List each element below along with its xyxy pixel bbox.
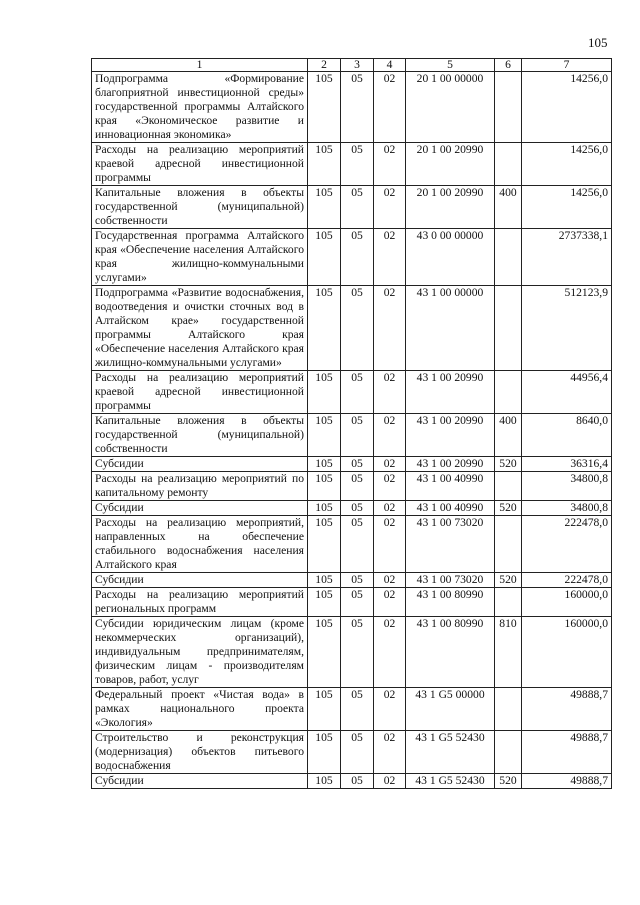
- row-expense-type: [495, 286, 522, 371]
- row-amount: 14256,0: [522, 143, 612, 186]
- row-name: Капитальные вложения в объекты государственной (муниципальной) собственности: [92, 414, 308, 457]
- row-amount: 160000,0: [522, 588, 612, 617]
- row-name: Подпрограмма «Развитие водоснабжения, водоотведения и очистки сточных вод в Алтайском крае» государственной программы Алтайского края «Обеспечение населения Алтайского края жилищно-коммунальными услугами»: [92, 286, 308, 371]
- row-subsection-code: 02: [374, 501, 406, 516]
- table-row: [92, 573, 612, 588]
- row-section-code: 05: [341, 774, 374, 789]
- row-name: Государственная программа Алтайского края «Обеспечение населения Алтайского края жилищно-коммунальными услугами»: [92, 229, 308, 286]
- row-section-code: 05: [341, 688, 374, 731]
- row-amount: 49888,7: [522, 688, 612, 731]
- table-row: [92, 731, 612, 774]
- table-row: [92, 186, 612, 229]
- row-ministry-code: 105: [308, 617, 341, 688]
- row-expense-type: [495, 143, 522, 186]
- row-amount: 2737338,1: [522, 229, 612, 286]
- row-name: Расходы на реализацию мероприятий краевой адресной инвестиционной программы: [92, 143, 308, 186]
- row-section-code: 05: [341, 472, 374, 501]
- row-target-article: 43 1 00 20990: [406, 371, 495, 414]
- row-expense-type: 400: [495, 186, 522, 229]
- table-row: [92, 617, 612, 688]
- row-ministry-code: 105: [308, 286, 341, 371]
- row-subsection-code: 02: [374, 457, 406, 472]
- row-section-code: 05: [341, 414, 374, 457]
- row-target-article: 43 1 00 40990: [406, 501, 495, 516]
- row-subsection-code: 02: [374, 688, 406, 731]
- row-amount: 44956,4: [522, 371, 612, 414]
- row-name: Расходы на реализацию мероприятий региональных программ: [92, 588, 308, 617]
- table-row: [92, 501, 612, 516]
- row-name: Субсидии: [92, 501, 308, 516]
- row-subsection-code: 02: [374, 774, 406, 789]
- table-row: [92, 472, 612, 501]
- budget-table: [91, 58, 612, 789]
- row-subsection-code: 02: [374, 286, 406, 371]
- column-header: 1: [92, 59, 308, 72]
- row-section-code: 05: [341, 588, 374, 617]
- row-section-code: 05: [341, 501, 374, 516]
- row-section-code: 05: [341, 573, 374, 588]
- row-target-article: 43 1 00 73020: [406, 516, 495, 573]
- row-expense-type: 520: [495, 457, 522, 472]
- column-header: 2: [308, 59, 341, 72]
- table-row: [92, 286, 612, 371]
- row-name: Субсидии: [92, 457, 308, 472]
- row-ministry-code: 105: [308, 143, 341, 186]
- row-subsection-code: 02: [374, 516, 406, 573]
- row-name: Субсидии юридическим лицам (кроме некоммерческих организаций), индивидуальным предпринимателям, физическим лицам - производителям товаров, работ, услуг: [92, 617, 308, 688]
- row-expense-type: [495, 229, 522, 286]
- row-amount: 222478,0: [522, 516, 612, 573]
- row-ministry-code: 105: [308, 229, 341, 286]
- column-header: 4: [374, 59, 406, 72]
- row-subsection-code: 02: [374, 72, 406, 143]
- row-target-article: 43 1 00 73020: [406, 573, 495, 588]
- row-subsection-code: 02: [374, 143, 406, 186]
- row-name: Строительство и реконструкция (модернизация) объектов питьевого водоснабжения: [92, 731, 308, 774]
- table-row: [92, 143, 612, 186]
- row-name: Расходы на реализацию мероприятий по капитальному ремонту: [92, 472, 308, 501]
- row-name: Субсидии: [92, 573, 308, 588]
- column-header: 6: [495, 59, 522, 72]
- table-row: [92, 516, 612, 573]
- table-row: [92, 588, 612, 617]
- row-amount: 34800,8: [522, 472, 612, 501]
- row-amount: 8640,0: [522, 414, 612, 457]
- row-subsection-code: 02: [374, 472, 406, 501]
- row-subsection-code: 02: [374, 186, 406, 229]
- row-ministry-code: 105: [308, 472, 341, 501]
- row-ministry-code: 105: [308, 573, 341, 588]
- row-expense-type: [495, 731, 522, 774]
- row-ministry-code: 105: [308, 731, 341, 774]
- row-ministry-code: 105: [308, 774, 341, 789]
- row-section-code: 05: [341, 731, 374, 774]
- row-target-article: 43 1 00 80990: [406, 588, 495, 617]
- row-name: Подпрограмма «Формирование благоприятной инвестиционной среды» государственной программы Алтайского края «Экономическое развитие и инновационная экономика»: [92, 72, 308, 143]
- row-section-code: 05: [341, 72, 374, 143]
- row-target-article: 43 1 00 80990: [406, 617, 495, 688]
- row-subsection-code: 02: [374, 731, 406, 774]
- row-expense-type: [495, 516, 522, 573]
- row-expense-type: 520: [495, 501, 522, 516]
- row-target-article: 43 0 00 00000: [406, 229, 495, 286]
- row-ministry-code: 105: [308, 588, 341, 617]
- row-section-code: 05: [341, 516, 374, 573]
- row-ministry-code: 105: [308, 688, 341, 731]
- page-number: 105: [588, 35, 608, 50]
- row-target-article: 43 1 G5 52430: [406, 731, 495, 774]
- row-amount: 14256,0: [522, 72, 612, 143]
- column-header: 7: [522, 59, 612, 72]
- row-target-article: 43 1 00 20990: [406, 414, 495, 457]
- row-amount: 222478,0: [522, 573, 612, 588]
- row-section-code: 05: [341, 286, 374, 371]
- row-target-article: 20 1 00 20990: [406, 143, 495, 186]
- row-amount: 160000,0: [522, 617, 612, 688]
- row-section-code: 05: [341, 143, 374, 186]
- row-amount: 34800,8: [522, 501, 612, 516]
- row-amount: 49888,7: [522, 731, 612, 774]
- row-expense-type: [495, 472, 522, 501]
- row-amount: 512123,9: [522, 286, 612, 371]
- row-expense-type: [495, 688, 522, 731]
- row-expense-type: [495, 588, 522, 617]
- row-ministry-code: 105: [308, 72, 341, 143]
- table-row: [92, 229, 612, 286]
- row-subsection-code: 02: [374, 229, 406, 286]
- row-target-article: 20 1 00 20990: [406, 186, 495, 229]
- row-subsection-code: 02: [374, 573, 406, 588]
- row-target-article: 43 1 00 40990: [406, 472, 495, 501]
- row-expense-type: 400: [495, 414, 522, 457]
- row-expense-type: 520: [495, 774, 522, 789]
- table-row: [92, 371, 612, 414]
- row-expense-type: [495, 371, 522, 414]
- row-section-code: 05: [341, 186, 374, 229]
- row-ministry-code: 105: [308, 501, 341, 516]
- row-amount: 49888,7: [522, 774, 612, 789]
- table-row: [92, 688, 612, 731]
- row-name: Расходы на реализацию мероприятий, направленных на обеспечение стабильного водоснабжения населения Алтайского края: [92, 516, 308, 573]
- row-section-code: 05: [341, 457, 374, 472]
- row-subsection-code: 02: [374, 617, 406, 688]
- column-header: 5: [406, 59, 495, 72]
- row-ministry-code: 105: [308, 516, 341, 573]
- row-subsection-code: 02: [374, 588, 406, 617]
- column-header: 3: [341, 59, 374, 72]
- row-ministry-code: 105: [308, 457, 341, 472]
- row-name: Расходы на реализацию мероприятий краевой адресной инвестиционной программы: [92, 371, 308, 414]
- table-row: [92, 414, 612, 457]
- row-target-article: 43 1 00 20990: [406, 457, 495, 472]
- row-expense-type: [495, 72, 522, 143]
- table-row: [92, 774, 612, 789]
- row-amount: 14256,0: [522, 186, 612, 229]
- row-target-article: 43 1 G5 52430: [406, 774, 495, 789]
- row-target-article: 43 1 00 00000: [406, 286, 495, 371]
- row-section-code: 05: [341, 371, 374, 414]
- row-section-code: 05: [341, 229, 374, 286]
- row-subsection-code: 02: [374, 371, 406, 414]
- row-ministry-code: 105: [308, 186, 341, 229]
- row-name: Федеральный проект «Чистая вода» в рамках национального проекта «Экология»: [92, 688, 308, 731]
- header-row: [92, 59, 612, 72]
- row-ministry-code: 105: [308, 414, 341, 457]
- row-section-code: 05: [341, 617, 374, 688]
- table-row: [92, 72, 612, 143]
- row-amount: 36316,4: [522, 457, 612, 472]
- row-ministry-code: 105: [308, 371, 341, 414]
- table-row: [92, 457, 612, 472]
- row-subsection-code: 02: [374, 414, 406, 457]
- row-name: Субсидии: [92, 774, 308, 789]
- row-expense-type: 520: [495, 573, 522, 588]
- row-target-article: 43 1 G5 00000: [406, 688, 495, 731]
- row-expense-type: 810: [495, 617, 522, 688]
- row-target-article: 20 1 00 00000: [406, 72, 495, 143]
- row-name: Капитальные вложения в объекты государственной (муниципальной) собственности: [92, 186, 308, 229]
